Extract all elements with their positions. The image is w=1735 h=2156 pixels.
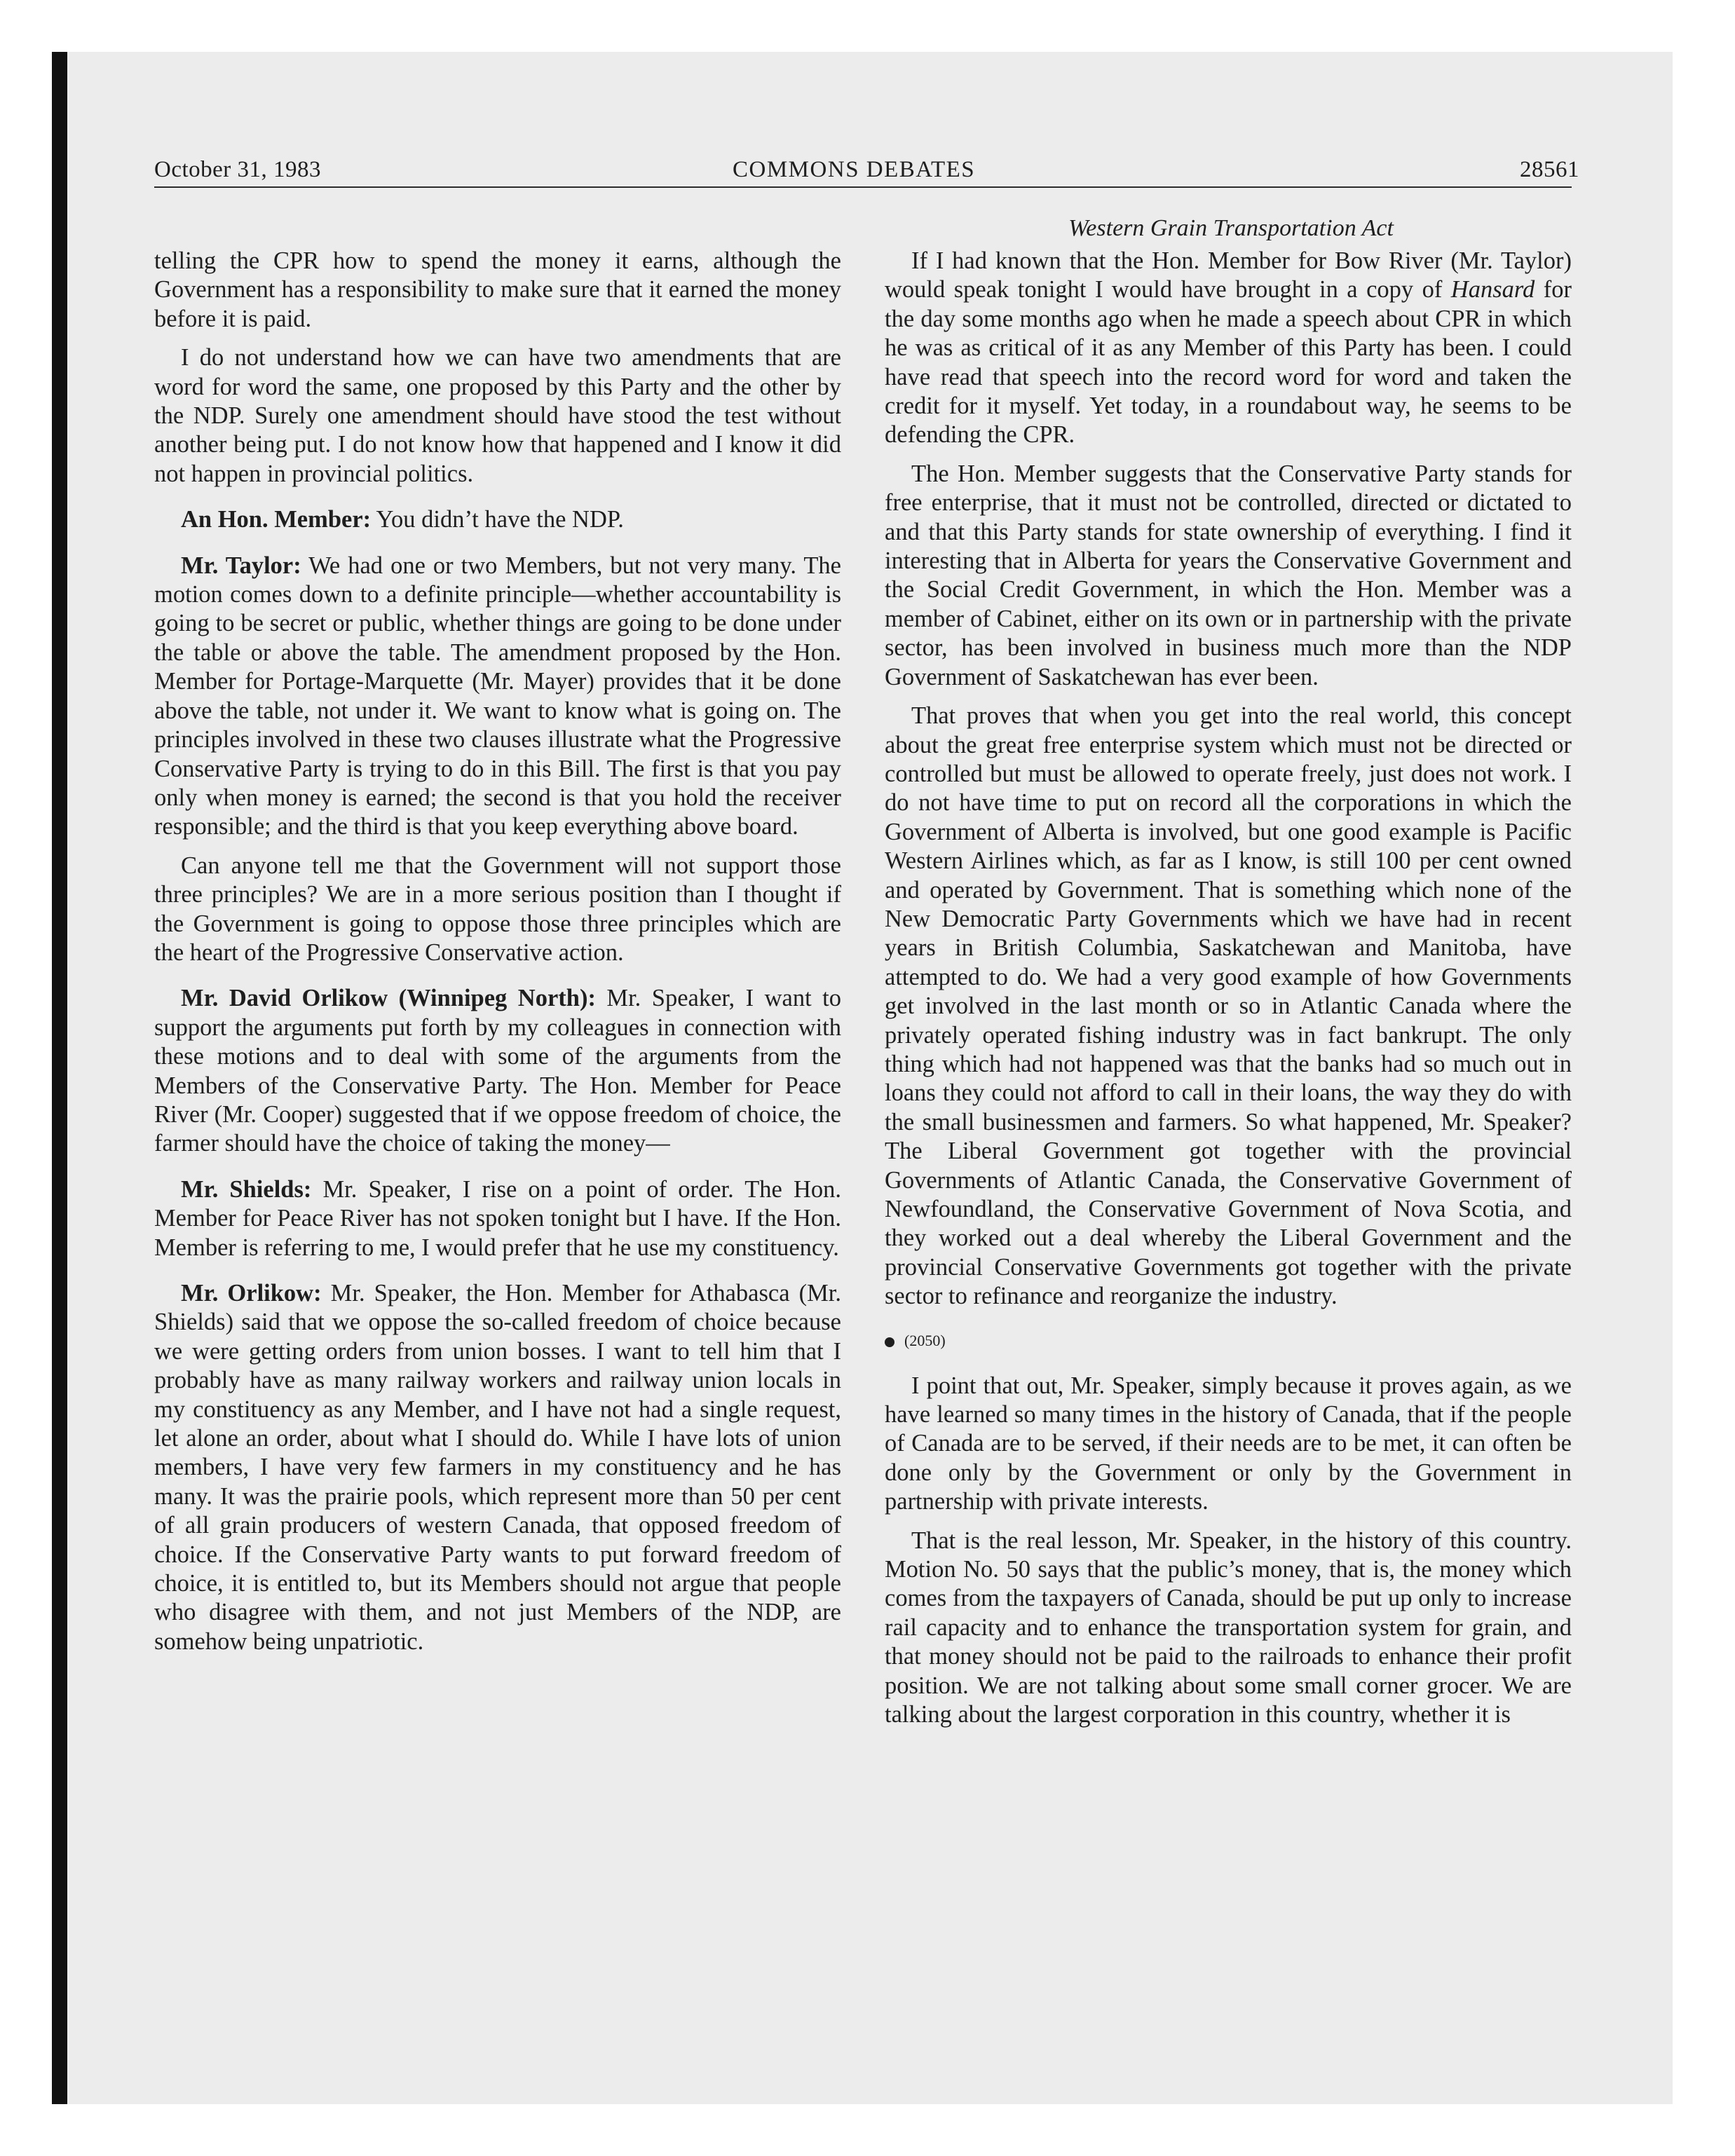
paragraph: I do not understand how we can have two amendments that are word for word the same, one proposed by this Party and the other by the NDP. Surely one amendment should have stood the test without another being put. I do not know how that happened and I know it did not happen in provincial politics. <box>154 344 841 487</box>
speech <box>154 505 841 534</box>
speaker-name: An Hon. Member: <box>181 506 372 533</box>
paragraph: The Hon. Member suggests that the Conservative Party stands for free enterprise, that it must not be controlled, directed or dictated to and that this Party stands for state ownership of everything. I find it interesting that in Alberta for years the Conservative Government and the Social Credit Government, in which the Hon. Member was a member of Cabinet, either on its own or in partnership with the private sector, has been involved in business much more than the NDP Government of Saskatchewan has ever been. <box>885 460 1572 690</box>
paragraph: I point that out, Mr. Speaker, simply because it proves again, as we have learned so many times in the history of Canada, that if the people of Canada are to be served, if their needs are to be met, it can often be done only by the Government or only by the Government in partnership with private interests. <box>885 1372 1572 1515</box>
scan-binding-edge <box>52 52 67 2104</box>
speech-text: We had one or two Members, but not very many. The motion comes down to a definite principle—whether accountability is going to be secret or public, whether things are going to be done under the table or above the table. The amendment proposed by the Hon. Member for Portage-Marquette (Mr. Mayer) provides that it be done above the table, not under it. We want to know what is going on. The principles involved in these two clauses illustrate what the Progressive Conservative Party is trying to do in this Bill. The first is that you pay only when money is earned; the second is that you hold the receiver responsible; and the third is that you keep everything above board. <box>154 552 841 840</box>
header-page-number: 28561 <box>1520 157 1579 182</box>
left-column <box>154 247 841 1666</box>
speaker-name: Mr. Shields: <box>181 1175 312 1203</box>
speech <box>154 1279 841 1656</box>
paragraph-text: If I had known that the Hon. Member for Bow River (Mr. Taylor) would speak tonight I would have brought in a copy of <box>885 247 1572 303</box>
bullet-icon <box>885 1337 894 1347</box>
running-head: Western Grain Transportation Act <box>1068 215 1394 241</box>
timestamp: (2050) <box>904 1331 946 1349</box>
speaker-name: Mr. Orlikow: <box>181 1280 322 1306</box>
speech <box>154 984 841 1158</box>
header-rule <box>154 186 1572 188</box>
speaker-name: Mr. David Orlikow (Winnipeg North): <box>181 985 596 1012</box>
right-column <box>885 247 1572 1740</box>
speech-text: You didn’t have the NDP. <box>371 506 624 533</box>
header-publication: COMMONS DEBATES <box>733 157 976 182</box>
header-date: October 31, 1983 <box>154 157 322 182</box>
paragraph: Can anyone tell me that the Government will not support those three principles? We are in a more serious position than I thought if the Government is going to oppose those three principles which are the heart of the Progressive Conservative action. <box>154 852 841 966</box>
paragraph: telling the CPR how to spend the money it earns, although the Government has a responsibility to make sure that it earned the money before it is paid. <box>154 247 841 332</box>
speech-text: Mr. Speaker, the Hon. Member for Athabasca (Mr. Shields) said that we oppose the so-called freedom of choice because we were getting orders from union bosses. I want to tell him that I probably have as many railway workers and railway union locals in my constituency as any Member, and I have not had a single request, let alone an order, about what I should do. While I have lots of union members, I have very few farmers in my constituency and he has many. It was the prairie pools, which represent more than 50 per cent of all grain producers of western Canada, that opposed freedom of choice. If the Conservative Party wants to put forward freedom of choice, it is entitled to, but its Members should not argue that people who disagree with them, and not just Members of the NDP, are somehow being unpatriotic. <box>154 1280 841 1655</box>
speech-text: Mr. Speaker, I want to support the arguments put forth by my colleagues in connection with these motions and to deal with some of the arguments from the Members of the Conservative Party. The Hon. Member for Peace River (Mr. Cooper) suggested that if we oppose freedom of choice, the farmer should have the choice of taking the money— <box>154 985 841 1157</box>
timestamp-marker <box>885 1327 1572 1355</box>
paragraph <box>885 247 1572 450</box>
speech <box>154 1175 841 1262</box>
paragraph: That is the real lesson, Mr. Speaker, in the history of this country. Motion No. 50 says that the public’s money, that is, the money which comes from the taxpayers of Canada, should be put up only to increase rail capacity and to enhance the transportation system for grain, and that money should not be paid to the railroads to enhance their profit position. We are not talking about some small corner grocer. We are talking about the largest corporation in this country, whether it is <box>885 1527 1572 1728</box>
speech-text: Mr. Speaker, I rise on a point of order. The Hon. Member for Peace River has not spoken tonight but I have. If the Hon. Member is referring to me, I would prefer that he use my constituency. <box>154 1175 841 1261</box>
speech <box>154 552 841 842</box>
publication-title: Hansard <box>1450 276 1535 303</box>
paragraph-text: for the day some months ago when he made a speech about CPR in which he was as critical of it as any Member of this Party has been. I could have read that speech into the record word for word and taken the credit for it myself. Yet today, in a roundabout way, he seems to be defending the CPR. <box>885 276 1572 449</box>
paragraph: That proves that when you get into the real world, this concept about the great free enterprise system which must not be directed or controlled but must be allowed to operate freely, just does not work. I do not have time to put on record all the corporations in which the Government of Alberta is involved, but one good example is Pacific Western Airlines which, as far as I know, is still 100 per cent owned and operated by Government. That is something which none of the New Democratic Party Governments which we have had in recent years in British Columbia, Saskatchewan and Manitoba, have attempted to do. We had a very good example of how Governments get involved in the last month or so in Atlantic Canada where the privately operated fishing industry was in fact bankrupt. The only thing which had not happened was that the banks had so much out in loans they could not afford to call in their loans, the way they do with the small businessmen and farmers. So what happened, Mr. Speaker? The Liberal Government got together with the provincial Governments of Atlantic Canada, the Conservative Government of Newfoundland, the Conservative Government of Nova Scotia, and they worked out a deal whereby the Liberal Government and the provincial Conservative Governments got together with the private sector to refinance and reorganize the industry. <box>885 702 1572 1310</box>
speaker-name: Mr. Taylor: <box>181 552 301 579</box>
